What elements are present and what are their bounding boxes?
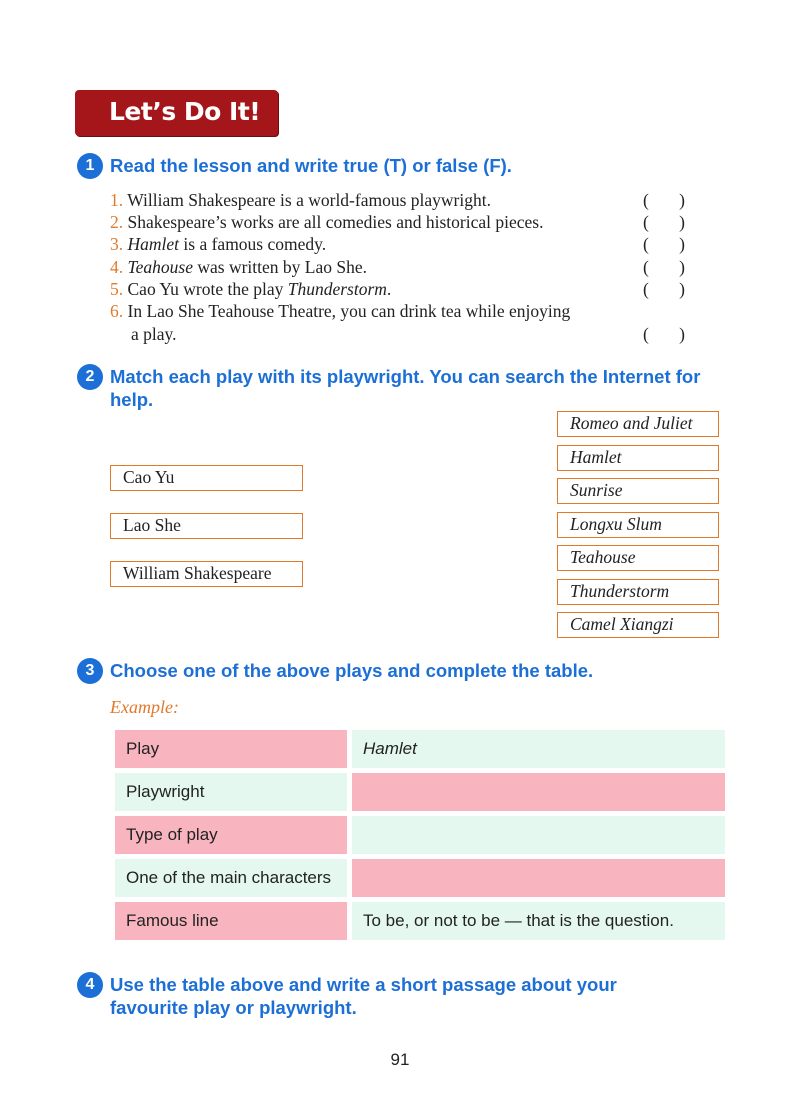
banner-title: Let’s Do It!: [109, 97, 261, 126]
question-4: [110, 256, 367, 278]
section-3-badge: 3: [77, 658, 103, 684]
play-box-camel-xiangzi[interactable]: Camel Xiangzi: [557, 612, 719, 638]
paren-close: ): [679, 190, 685, 210]
question-text: is a famous comedy.: [179, 234, 327, 254]
table-value-playwright[interactable]: [352, 773, 725, 811]
paren-open: (: [643, 324, 649, 344]
paren-open: (: [643, 257, 649, 277]
paren-open: (: [643, 212, 649, 232]
table-label-play: Play: [115, 730, 347, 768]
question-text-end: .: [386, 279, 392, 299]
play-box-thunderstorm[interactable]: Thunderstorm: [557, 579, 719, 605]
section-1-badge: 1: [77, 153, 103, 179]
question-title: Hamlet: [127, 234, 180, 254]
play-box-teahouse[interactable]: Teahouse: [557, 545, 719, 571]
question-1: [110, 189, 491, 211]
playwright-box-lao-she[interactable]: Lao She: [110, 513, 303, 539]
paren-close: ): [679, 257, 685, 277]
table-label-famous-line: Famous line: [115, 902, 347, 940]
table-value-type-of-play[interactable]: [352, 816, 725, 854]
answer-blank-1[interactable]: [643, 189, 685, 211]
question-number: 1.: [110, 190, 124, 210]
answer-blank-2[interactable]: [643, 211, 685, 233]
question-text: Shakespeare’s works are all comedies and historical pieces.: [127, 212, 544, 232]
question-text: William Shakespeare is a world-famous playwright.: [127, 190, 491, 210]
lets-do-it-banner: [75, 90, 278, 136]
answer-blank-6[interactable]: [643, 323, 685, 345]
page-number: 91: [390, 1050, 410, 1069]
answer-blank-4[interactable]: [643, 256, 685, 278]
play-box-romeo-and-juliet[interactable]: Romeo and Juliet: [557, 411, 719, 437]
paren-open: (: [643, 234, 649, 254]
section-4-heading: Use the table above and write a short passage about your favourite play or playwright.: [110, 974, 617, 1018]
section-2-heading: Match each play with its playwright. You can search the Internet for help.: [110, 366, 701, 410]
table-label-main-character: One of the main characters: [115, 859, 347, 897]
paren-close: ): [679, 234, 685, 254]
paren-open: (: [643, 190, 649, 210]
table-value-famous-line[interactable]: To be, or not to be — that is the question.: [352, 902, 725, 940]
question-number: 2.: [110, 212, 124, 232]
question-number: 4.: [110, 257, 124, 277]
question-2: [110, 211, 543, 233]
question-6-continued: a play.: [131, 324, 177, 344]
paren-close: ): [679, 212, 685, 232]
answer-blank-3[interactable]: [643, 233, 685, 255]
table-label-type-of-play: Type of play: [115, 816, 347, 854]
section-2-badge: 2: [77, 364, 103, 390]
table-value-play[interactable]: Hamlet: [352, 730, 725, 768]
question-number: 6.: [110, 301, 124, 321]
table-label-playwright: Playwright: [115, 773, 347, 811]
question-text: In Lao She Teahouse Theatre, you can drink tea while enjoying: [127, 301, 571, 321]
question-number: 5.: [110, 279, 124, 299]
section-1-heading: Read the lesson and write true (T) or false (F).: [110, 155, 512, 176]
paren-close: ): [679, 324, 685, 344]
answer-blank-5[interactable]: [643, 278, 685, 300]
playwright-box-shakespeare[interactable]: William Shakespeare: [110, 561, 303, 587]
table-value-main-character[interactable]: [352, 859, 725, 897]
paren-open: (: [643, 279, 649, 299]
question-text: was written by Lao She.: [192, 257, 367, 277]
paren-close: ): [679, 279, 685, 299]
section-3-heading: Choose one of the above plays and complete the table.: [110, 660, 594, 681]
playwright-box-cao-yu[interactable]: Cao Yu: [110, 465, 303, 491]
section-4-badge: 4: [77, 972, 103, 998]
question-title: Teahouse: [127, 257, 193, 277]
question-title: Thunderstorm: [287, 279, 387, 299]
question-3: [110, 233, 326, 255]
play-box-longxu-slum[interactable]: Longxu Slum: [557, 512, 719, 538]
example-label: Example:: [110, 697, 179, 717]
question-5: [110, 278, 391, 300]
question-6: [110, 300, 570, 322]
play-box-sunrise[interactable]: Sunrise: [557, 478, 719, 504]
question-text: Cao Yu wrote the play: [127, 279, 288, 299]
question-number: 3.: [110, 234, 124, 254]
play-box-hamlet[interactable]: Hamlet: [557, 445, 719, 471]
